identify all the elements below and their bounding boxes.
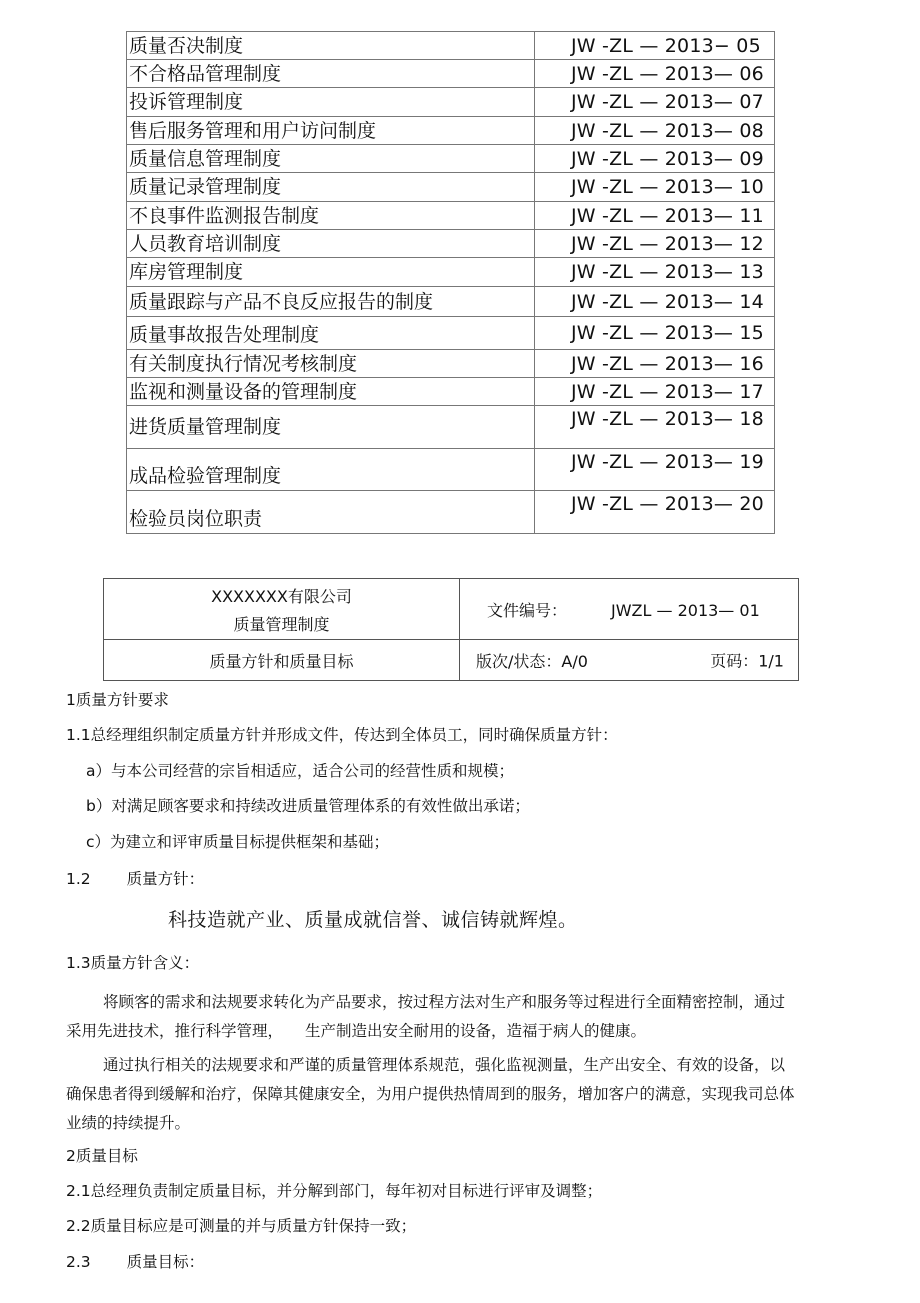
index-row (127, 145, 775, 173)
section-2-title: 2质量目标 (66, 1147, 138, 1165)
procedure-name: 质量跟踪与产品不良反应报告的制度 (127, 287, 535, 317)
clause-2-2: 2.2质量目标应是可测量的并与质量方针保持一致； (66, 1217, 417, 1235)
company-cell (104, 579, 460, 640)
procedure-code: JW -ZL — 2013— 11 (535, 202, 775, 230)
index-row (127, 406, 775, 449)
policy-meaning-paragraph-1 (66, 988, 796, 1046)
index-row (127, 449, 775, 491)
clause-1-2-number: 1.2 (66, 870, 91, 888)
clause-1-1-b: b）对满足顾客要求和持续改进质量管理体系的有效性做出承诺； (86, 797, 530, 815)
header-row-bottom (104, 640, 799, 681)
index-row (127, 491, 775, 534)
clause-1-1: 1.1总经理组织制定质量方针并形成文件，传达到全体员工，同时确保质量方针： (66, 726, 618, 744)
procedure-name: 成品检验管理制度 (127, 449, 535, 491)
procedure-code: JW -ZL — 2013— 08 (535, 117, 775, 145)
index-row (127, 230, 775, 258)
procedure-code: JW -ZL — 2013— 20 (535, 491, 775, 534)
policy-meaning-paragraph-2: 通过执行相关的法规要求和严谨的质量管理体系规范，强化监视测量，生产出安全、有效的设备，以确保患者得到缓解和治疗，保障其健康安全，为用户提供热情周到的服务，增加客户的满意，实现我司总体业绩的持续提升。 (66, 1056, 795, 1132)
procedure-code: JW -ZL — 2013— 12 (535, 230, 775, 258)
clause-2-3 (66, 1252, 204, 1272)
clause-2-3-text: 质量目标： (126, 1253, 205, 1271)
index-table-body (127, 32, 775, 534)
index-row (127, 287, 775, 317)
clause-1-2-text: 质量方针： (126, 870, 205, 888)
procedure-code: JW -ZL — 2013— 09 (535, 145, 775, 173)
header-row-top (104, 579, 799, 640)
document-title: 质量方针和质量目标 (104, 640, 460, 681)
procedure-code: JW -ZL — 2013— 14 (535, 287, 775, 317)
quality-policy-motto: 科技造就产业、质量成就信誉、诚信铸就辉煌。 (168, 909, 578, 931)
index-row (127, 317, 775, 350)
company-name: XXXXXXX有限公司 (211, 587, 352, 606)
procedure-code: JW -ZL — 2013— 19 (535, 449, 775, 491)
doc-number: JWZL — 2013— 01 (611, 600, 760, 620)
index-row (127, 32, 775, 60)
procedure-name: 投诉管理制度 (127, 88, 535, 117)
paragraph-1-part-1: 将顾客的需求和法规要求转化为产品要求，按过程方法对生产和服务等过程进行全面精密控制，通过采用先进技术，推行科学管理， (66, 993, 786, 1040)
procedure-code: JW -ZL — 2013— 15 (535, 317, 775, 350)
index-row (127, 117, 775, 145)
procedure-name: 有关制度执行情况考核制度 (127, 350, 535, 378)
procedure-name: 进货质量管理制度 (127, 406, 535, 449)
doc-number-label: 文件编号： (487, 600, 568, 620)
procedure-code: JW -ZL — 2013— 13 (535, 258, 775, 287)
document-header-table (103, 578, 799, 681)
procedure-code: JW -ZL — 2013— 18 (535, 406, 775, 449)
doc-number-cell (460, 579, 799, 640)
index-row (127, 173, 775, 202)
clause-1-1-a: a）与本公司经营的宗旨相适应，适合公司的经营性质和规模； (86, 762, 515, 780)
procedure-name: 质量否决制度 (127, 32, 535, 60)
procedure-name: 监视和测量设备的管理制度 (127, 378, 535, 406)
clause-1-1-c: c）为建立和评审质量目标提供框架和基础； (86, 833, 390, 851)
procedure-name: 人员教育培训制度 (127, 230, 535, 258)
procedure-code: JW -ZL — 2013— 17 (535, 378, 775, 406)
index-row (127, 60, 775, 88)
procedure-name: 质量事故报告处理制度 (127, 317, 535, 350)
index-row (127, 88, 775, 117)
procedure-name: 检验员岗位职责 (127, 491, 535, 534)
page-number: 页码：1/1 (710, 651, 784, 671)
version-cell (460, 640, 799, 681)
index-row (127, 202, 775, 230)
index-row (127, 378, 775, 406)
document-type: 质量管理制度 (233, 615, 330, 634)
procedure-code: JW -ZL — 2013— 06 (535, 60, 775, 88)
procedure-name: 质量记录管理制度 (127, 173, 535, 202)
clause-2-3-number: 2.3 (66, 1253, 91, 1271)
procedure-name: 不合格品管理制度 (127, 60, 535, 88)
clause-1-3: 1.3质量方针含义： (66, 954, 200, 972)
procedure-code: JW -ZL — 2013— 07 (535, 88, 775, 117)
procedure-code: JW -ZL — 2013— 10 (535, 173, 775, 202)
version-status: 版次/状态：A/0 (476, 651, 588, 671)
procedure-code: JW -ZL — 2013− 05 (535, 32, 775, 60)
procedure-name: 库房管理制度 (127, 258, 535, 287)
procedure-name: 质量信息管理制度 (127, 145, 535, 173)
index-row (127, 350, 775, 378)
clause-1-2 (66, 869, 204, 889)
procedure-name: 售后服务管理和用户访问制度 (127, 117, 535, 145)
paragraph-1-part-2: 生产制造出安全耐用的设备，造福于病人的健康。 (305, 1022, 647, 1040)
procedure-code: JW -ZL — 2013— 16 (535, 350, 775, 378)
clause-2-1: 2.1总经理负责制定质量目标，并分解到部门，每年初对目标进行评审及调整； (66, 1182, 603, 1200)
index-row (127, 258, 775, 287)
procedure-name: 不良事件监测报告制度 (127, 202, 535, 230)
procedure-index-table (126, 31, 775, 534)
section-1-title: 1质量方针要求 (66, 691, 169, 709)
